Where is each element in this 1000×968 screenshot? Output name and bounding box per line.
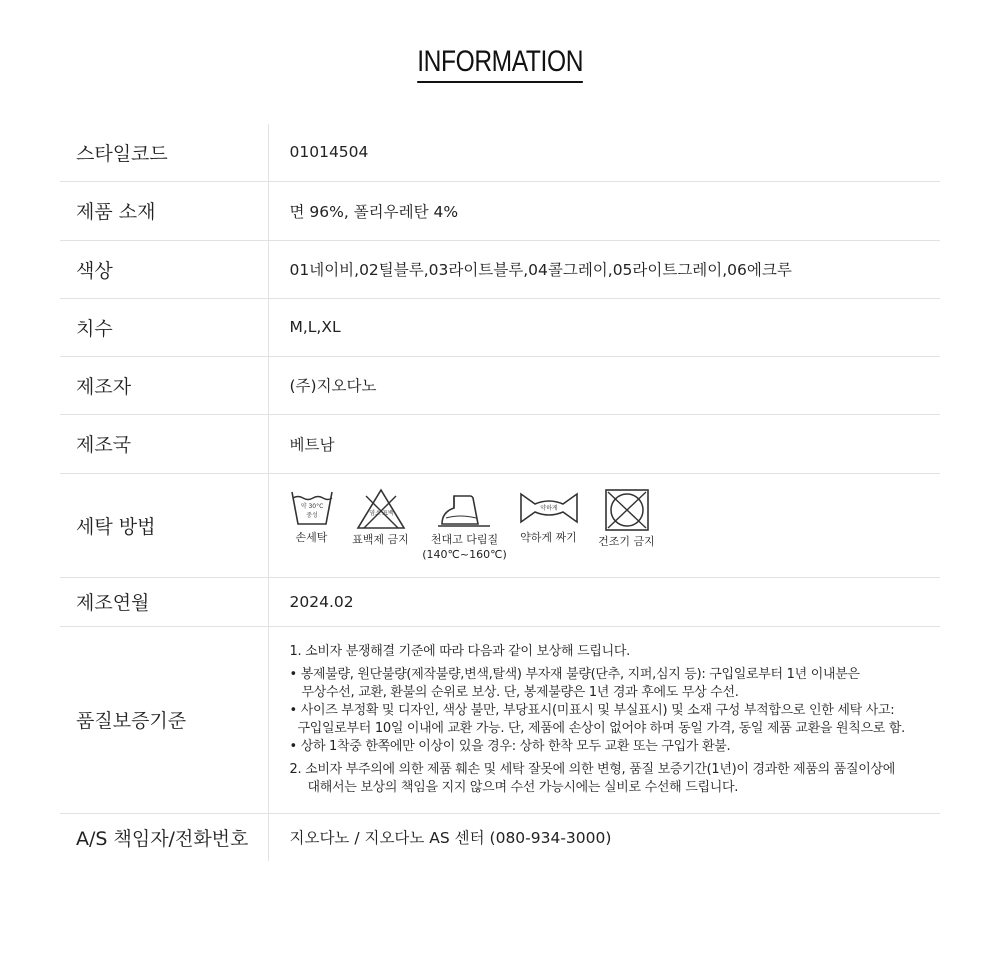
washing-icons-cell [268,473,940,577]
hand-wash-detergent: 중성 [305,512,318,519]
no-bleach-icon [356,488,406,530]
row-value: 베트남 [268,414,940,473]
quality-line: 2. 소비자 부주의에 의한 제품 훼손 및 세탁 잘못에 의한 변형, 품질 보증기간(1년)이 경과한 제품의 품질이상에 [289,761,895,777]
quality-line: • 봉제불량, 원단불량(제작불량,변색,탈색) 부자재 불량(단추, 지퍼,심지 등): 구입일로부터 1년 이내분은 [289,666,860,682]
row-label: 세탁 방법 [60,473,268,577]
row-value: 01네이비,02틸블루,03라이트블루,04콜그레이,05라이트그레이,06에크루 [268,240,940,298]
hand-wash-icon [289,488,335,528]
quality-line: • 사이즈 부정확 및 디자인, 색상 불만, 부당표시(미표시 및 부실표시) 및 소재 구성 부적합으로 인한 세탁 사고: [289,702,895,718]
row-label: 품질보증기준 [60,626,268,813]
hand-wash-temp: 약 30°C [300,503,323,510]
washing-icons [282,488,941,562]
quality-text [290,643,941,797]
row-label: A/S 책임자/전화번호 [60,813,268,861]
page-title [0,44,1000,83]
no-tumble-dry-icon [604,488,650,532]
row-value: (주)지오다노 [268,356,940,414]
no-tumble-dry-item [588,488,666,549]
quality-line: • 상하 1착중 한쪽에만 이상이 있을 경우: 상하 한착 모두 교환 또는 구입가 환불. [289,738,731,754]
row-label: 색상 [60,240,268,298]
table-row-maker [60,356,940,414]
gentle-wring-item [510,488,588,545]
row-label: 제품 소재 [60,181,268,240]
row-label: 제조자 [60,356,268,414]
info-table [60,124,940,861]
no-bleach-item [342,488,420,547]
table-row-mfg-date [60,577,940,626]
row-value: 면 96%, 폴리우레탄 4% [268,181,940,240]
row-value: 지오다노 / 지오다노 AS 센터 (080-934-3000) [289,829,612,848]
quality-line: 구입일로부터 10일 이내에 교환 가능. 단, 제품에 손상이 없어야 하며 동일 가격, 동일 제품 교환을 원칙으로 함. [297,720,905,736]
gentle-wring-label: 약하게 [539,505,558,512]
table-row-as-contact [60,813,940,861]
iron-caption-line2: (140℃~160℃) [422,548,507,561]
table-row-style-code [60,124,940,181]
quality-line: 대해서는 보상의 책임을 지지 않으며 수선 가능시에는 실비로 수선해 드립니다. [307,779,739,795]
quality-line: 1. 소비자 분쟁해결 기준에 따라 다음과 같이 보상해 드립니다. [289,643,630,659]
row-label: 치수 [60,298,268,356]
no-bleach-caption: 표백제 금지 [352,533,409,546]
table-row-size [60,298,940,356]
iron-caption-line1: 천대고 다림질 [430,533,499,546]
table-row-quality [60,626,940,813]
row-label: 제조연월 [60,577,268,626]
gentle-wring-caption: 약하게 짜기 [520,531,577,544]
table-row-country [60,414,940,473]
table-row-washing [60,473,940,577]
row-label: 제조국 [60,414,268,473]
no-bleach-label-right: 표백 [381,510,394,517]
iron-item [420,488,510,562]
hand-wash-item [282,488,342,545]
iron-icon [436,488,494,530]
hand-wash-caption: 손세탁 [295,531,328,544]
row-value: 2024.02 [268,577,940,626]
iron-caption [422,532,507,562]
quality-cell [268,626,940,813]
quality-line: 무상수선, 교환, 환불의 순위로 보상. 단, 봉제불량은 1년 경과 후에도 무상 수선. [301,684,739,700]
row-label: 스타일코드 [60,124,268,181]
row-value: 01014504 [268,124,940,181]
gentle-wring-icon [519,488,579,528]
row-value: M,L,XL [268,298,940,356]
page-title-text: INFORMATION [417,44,583,83]
table-row-material [60,181,940,240]
no-bleach-label-left: 염소 [368,510,381,517]
no-tumble-dry-caption: 건조기 금지 [598,535,655,548]
table-row-color [60,240,940,298]
